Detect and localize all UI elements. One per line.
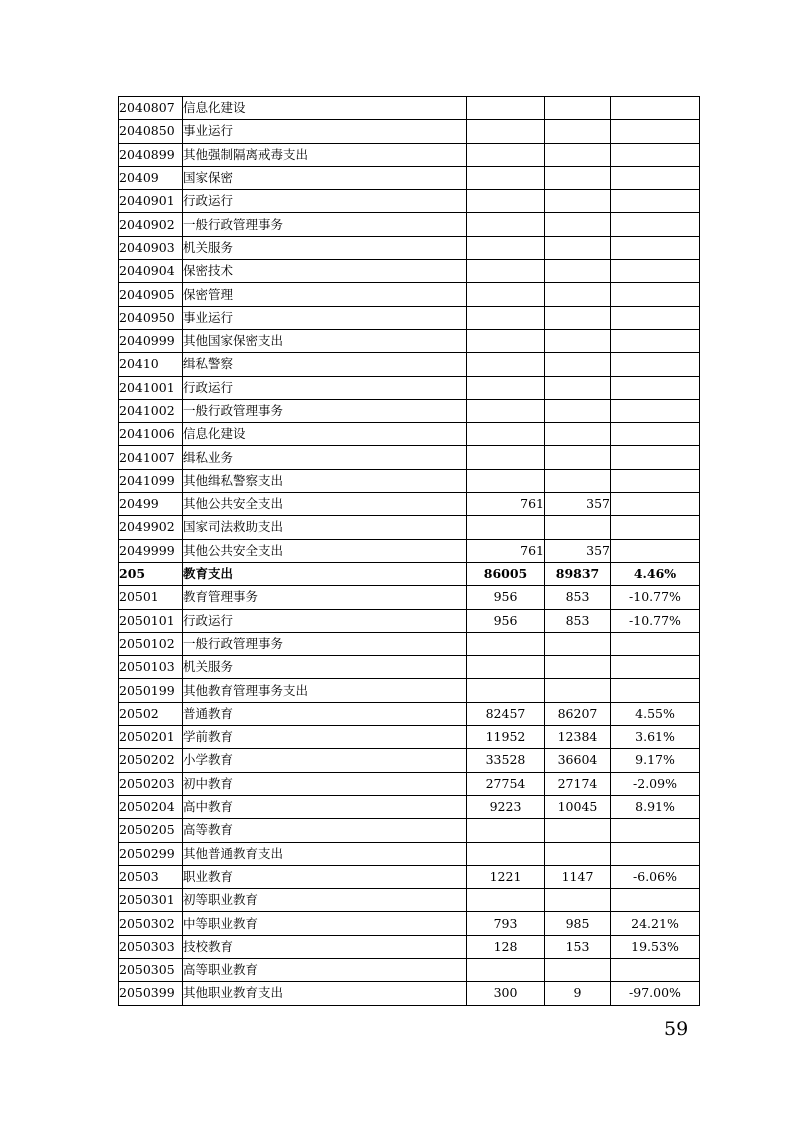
account-name-cell: 缉私警察 bbox=[183, 353, 467, 376]
account-code-cell: 20409 bbox=[119, 166, 183, 189]
account-name-cell: 行政运行 bbox=[183, 609, 467, 632]
prior-year-value-cell: 33528 bbox=[467, 749, 545, 772]
change-percent-cell bbox=[611, 679, 700, 702]
current-year-value-cell bbox=[545, 399, 611, 422]
account-code-cell: 20503 bbox=[119, 865, 183, 888]
current-year-value-cell: 357 bbox=[545, 539, 611, 562]
current-year-value-cell bbox=[545, 632, 611, 655]
prior-year-value-cell: 82457 bbox=[467, 702, 545, 725]
account-code-cell: 2050305 bbox=[119, 958, 183, 981]
table-row bbox=[119, 632, 700, 655]
account-name-cell: 其他缉私警察支出 bbox=[183, 469, 467, 492]
account-code-cell: 2050101 bbox=[119, 609, 183, 632]
prior-year-value-cell bbox=[467, 120, 545, 143]
account-name-cell: 机关服务 bbox=[183, 236, 467, 259]
change-percent-cell bbox=[611, 958, 700, 981]
account-code-cell: 2041099 bbox=[119, 469, 183, 492]
account-code-cell: 2049902 bbox=[119, 516, 183, 539]
table-row bbox=[119, 772, 700, 795]
prior-year-value-cell: 86005 bbox=[467, 562, 545, 585]
current-year-value-cell: 985 bbox=[545, 912, 611, 935]
prior-year-value-cell: 956 bbox=[467, 586, 545, 609]
change-percent-cell bbox=[611, 166, 700, 189]
change-percent-cell: -10.77% bbox=[611, 609, 700, 632]
prior-year-value-cell bbox=[467, 190, 545, 213]
table-row bbox=[119, 865, 700, 888]
account-code-cell: 20501 bbox=[119, 586, 183, 609]
account-name-cell: 高等职业教育 bbox=[183, 958, 467, 981]
account-code-cell: 2040904 bbox=[119, 260, 183, 283]
account-code-cell: 205 bbox=[119, 562, 183, 585]
page-number: 59 bbox=[664, 1018, 689, 1040]
change-percent-cell: -10.77% bbox=[611, 586, 700, 609]
budget-table bbox=[118, 96, 700, 1006]
account-code-cell: 2040999 bbox=[119, 329, 183, 352]
change-percent-cell: 3.61% bbox=[611, 726, 700, 749]
account-code-cell: 2050202 bbox=[119, 749, 183, 772]
prior-year-value-cell bbox=[467, 143, 545, 166]
change-percent-cell bbox=[611, 516, 700, 539]
account-code-cell: 20499 bbox=[119, 493, 183, 516]
current-year-value-cell bbox=[545, 213, 611, 236]
table-row bbox=[119, 143, 700, 166]
prior-year-value-cell bbox=[467, 819, 545, 842]
account-code-cell: 2049999 bbox=[119, 539, 183, 562]
table-row bbox=[119, 842, 700, 865]
table-row bbox=[119, 190, 700, 213]
table-row bbox=[119, 679, 700, 702]
change-percent-cell bbox=[611, 446, 700, 469]
change-percent-cell bbox=[611, 190, 700, 213]
change-percent-cell bbox=[611, 97, 700, 120]
current-year-value-cell: 357 bbox=[545, 493, 611, 516]
current-year-value-cell: 36604 bbox=[545, 749, 611, 772]
change-percent-cell bbox=[611, 632, 700, 655]
account-name-cell: 中等职业教育 bbox=[183, 912, 467, 935]
current-year-value-cell bbox=[545, 376, 611, 399]
account-name-cell: 其他公共安全支出 bbox=[183, 493, 467, 516]
prior-year-value-cell bbox=[467, 260, 545, 283]
current-year-value-cell bbox=[545, 958, 611, 981]
current-year-value-cell: 853 bbox=[545, 586, 611, 609]
prior-year-value-cell bbox=[467, 166, 545, 189]
account-name-cell: 其他公共安全支出 bbox=[183, 539, 467, 562]
table-row bbox=[119, 958, 700, 981]
account-code-cell: 2050399 bbox=[119, 982, 183, 1005]
account-name-cell: 机关服务 bbox=[183, 656, 467, 679]
account-code-cell: 2041007 bbox=[119, 446, 183, 469]
table-row bbox=[119, 656, 700, 679]
current-year-value-cell bbox=[545, 446, 611, 469]
account-name-cell: 信息化建设 bbox=[183, 97, 467, 120]
account-name-cell: 其他强制隔离戒毒支出 bbox=[183, 143, 467, 166]
prior-year-value-cell bbox=[467, 376, 545, 399]
change-percent-cell: 19.53% bbox=[611, 935, 700, 958]
account-code-cell: 2050205 bbox=[119, 819, 183, 842]
account-code-cell: 2050201 bbox=[119, 726, 183, 749]
prior-year-value-cell bbox=[467, 889, 545, 912]
current-year-value-cell bbox=[545, 190, 611, 213]
account-name-cell: 国家保密 bbox=[183, 166, 467, 189]
table-row bbox=[119, 819, 700, 842]
current-year-value-cell bbox=[545, 842, 611, 865]
table-row bbox=[119, 213, 700, 236]
account-name-cell: 行政运行 bbox=[183, 376, 467, 399]
account-name-cell: 事业运行 bbox=[183, 306, 467, 329]
change-percent-cell bbox=[611, 306, 700, 329]
account-code-cell: 2050103 bbox=[119, 656, 183, 679]
account-name-cell: 教育管理事务 bbox=[183, 586, 467, 609]
change-percent-cell bbox=[611, 819, 700, 842]
change-percent-cell bbox=[611, 539, 700, 562]
account-name-cell: 其他教育管理事务支出 bbox=[183, 679, 467, 702]
table-row bbox=[119, 935, 700, 958]
prior-year-value-cell: 956 bbox=[467, 609, 545, 632]
account-name-cell: 学前教育 bbox=[183, 726, 467, 749]
table-row bbox=[119, 283, 700, 306]
account-name-cell: 职业教育 bbox=[183, 865, 467, 888]
account-code-cell: 2040899 bbox=[119, 143, 183, 166]
table-row bbox=[119, 726, 700, 749]
account-code-cell: 2040850 bbox=[119, 120, 183, 143]
current-year-value-cell bbox=[545, 283, 611, 306]
change-percent-cell bbox=[611, 376, 700, 399]
table-row bbox=[119, 329, 700, 352]
current-year-value-cell: 853 bbox=[545, 609, 611, 632]
table-row bbox=[119, 539, 700, 562]
current-year-value-cell bbox=[545, 423, 611, 446]
prior-year-value-cell: 27754 bbox=[467, 772, 545, 795]
change-percent-cell bbox=[611, 353, 700, 376]
current-year-value-cell: 89837 bbox=[545, 562, 611, 585]
prior-year-value-cell: 9223 bbox=[467, 795, 545, 818]
account-name-cell: 行政运行 bbox=[183, 190, 467, 213]
change-percent-cell bbox=[611, 213, 700, 236]
change-percent-cell bbox=[611, 260, 700, 283]
change-percent-cell: -2.09% bbox=[611, 772, 700, 795]
prior-year-value-cell bbox=[467, 97, 545, 120]
table-row bbox=[119, 749, 700, 772]
table-row bbox=[119, 120, 700, 143]
current-year-value-cell bbox=[545, 679, 611, 702]
prior-year-value-cell: 793 bbox=[467, 912, 545, 935]
table-row bbox=[119, 423, 700, 446]
account-name-cell: 高等教育 bbox=[183, 819, 467, 842]
account-code-cell: 2041006 bbox=[119, 423, 183, 446]
change-percent-cell: 8.91% bbox=[611, 795, 700, 818]
current-year-value-cell bbox=[545, 97, 611, 120]
account-name-cell: 高中教育 bbox=[183, 795, 467, 818]
table-row bbox=[119, 399, 700, 422]
account-name-cell: 事业运行 bbox=[183, 120, 467, 143]
prior-year-value-cell bbox=[467, 656, 545, 679]
change-percent-cell: -97.00% bbox=[611, 982, 700, 1005]
account-name-cell: 国家司法救助支出 bbox=[183, 516, 467, 539]
account-name-cell: 普通教育 bbox=[183, 702, 467, 725]
account-code-cell: 2040807 bbox=[119, 97, 183, 120]
prior-year-value-cell: 300 bbox=[467, 982, 545, 1005]
current-year-value-cell: 9 bbox=[545, 982, 611, 1005]
prior-year-value-cell bbox=[467, 329, 545, 352]
change-percent-cell: 9.17% bbox=[611, 749, 700, 772]
account-name-cell: 其他职业教育支出 bbox=[183, 982, 467, 1005]
account-name-cell: 初中教育 bbox=[183, 772, 467, 795]
prior-year-value-cell bbox=[467, 679, 545, 702]
account-code-cell: 2050102 bbox=[119, 632, 183, 655]
account-code-cell: 20410 bbox=[119, 353, 183, 376]
change-percent-cell bbox=[611, 283, 700, 306]
current-year-value-cell bbox=[545, 656, 611, 679]
table-row bbox=[119, 586, 700, 609]
table-row bbox=[119, 493, 700, 516]
table-row bbox=[119, 236, 700, 259]
change-percent-cell: -6.06% bbox=[611, 865, 700, 888]
current-year-value-cell bbox=[545, 819, 611, 842]
prior-year-value-cell bbox=[467, 446, 545, 469]
current-year-value-cell: 1147 bbox=[545, 865, 611, 888]
account-code-cell: 2050302 bbox=[119, 912, 183, 935]
current-year-value-cell: 10045 bbox=[545, 795, 611, 818]
account-name-cell: 缉私业务 bbox=[183, 446, 467, 469]
prior-year-value-cell: 1221 bbox=[467, 865, 545, 888]
account-name-cell: 其他普通教育支出 bbox=[183, 842, 467, 865]
account-code-cell: 2050303 bbox=[119, 935, 183, 958]
prior-year-value-cell: 11952 bbox=[467, 726, 545, 749]
change-percent-cell bbox=[611, 236, 700, 259]
change-percent-cell bbox=[611, 329, 700, 352]
prior-year-value-cell bbox=[467, 842, 545, 865]
current-year-value-cell bbox=[545, 329, 611, 352]
prior-year-value-cell bbox=[467, 469, 545, 492]
account-code-cell: 2050299 bbox=[119, 842, 183, 865]
prior-year-value-cell bbox=[467, 213, 545, 236]
change-percent-cell bbox=[611, 656, 700, 679]
account-name-cell: 其他国家保密支出 bbox=[183, 329, 467, 352]
table-row bbox=[119, 795, 700, 818]
account-code-cell: 2040905 bbox=[119, 283, 183, 306]
change-percent-cell: 4.46% bbox=[611, 562, 700, 585]
account-code-cell: 2040902 bbox=[119, 213, 183, 236]
prior-year-value-cell bbox=[467, 283, 545, 306]
table-row bbox=[119, 97, 700, 120]
current-year-value-cell bbox=[545, 889, 611, 912]
table-row bbox=[119, 353, 700, 376]
account-code-cell: 2040950 bbox=[119, 306, 183, 329]
change-percent-cell bbox=[611, 399, 700, 422]
current-year-value-cell bbox=[545, 166, 611, 189]
account-code-cell: 2040903 bbox=[119, 236, 183, 259]
table-row bbox=[119, 469, 700, 492]
account-name-cell: 初等职业教育 bbox=[183, 889, 467, 912]
prior-year-value-cell bbox=[467, 399, 545, 422]
prior-year-value-cell bbox=[467, 423, 545, 446]
prior-year-value-cell bbox=[467, 236, 545, 259]
change-percent-cell bbox=[611, 889, 700, 912]
table-row bbox=[119, 982, 700, 1005]
table-row bbox=[119, 609, 700, 632]
table-row bbox=[119, 889, 700, 912]
change-percent-cell bbox=[611, 120, 700, 143]
budget-table-body bbox=[119, 97, 700, 1006]
change-percent-cell bbox=[611, 423, 700, 446]
prior-year-value-cell bbox=[467, 632, 545, 655]
account-code-cell: 2041002 bbox=[119, 399, 183, 422]
change-percent-cell: 24.21% bbox=[611, 912, 700, 935]
account-code-cell: 2041001 bbox=[119, 376, 183, 399]
change-percent-cell bbox=[611, 493, 700, 516]
change-percent-cell bbox=[611, 842, 700, 865]
change-percent-cell bbox=[611, 143, 700, 166]
account-name-cell: 一般行政管理事务 bbox=[183, 213, 467, 236]
current-year-value-cell bbox=[545, 516, 611, 539]
account-name-cell: 小学教育 bbox=[183, 749, 467, 772]
current-year-value-cell: 86207 bbox=[545, 702, 611, 725]
prior-year-value-cell: 761 bbox=[467, 539, 545, 562]
table-row bbox=[119, 516, 700, 539]
current-year-value-cell bbox=[545, 353, 611, 376]
prior-year-value-cell bbox=[467, 516, 545, 539]
table-row bbox=[119, 260, 700, 283]
account-code-cell: 2050199 bbox=[119, 679, 183, 702]
table-row bbox=[119, 376, 700, 399]
prior-year-value-cell bbox=[467, 353, 545, 376]
account-code-cell: 2050301 bbox=[119, 889, 183, 912]
current-year-value-cell bbox=[545, 236, 611, 259]
account-name-cell: 技校教育 bbox=[183, 935, 467, 958]
current-year-value-cell: 27174 bbox=[545, 772, 611, 795]
current-year-value-cell bbox=[545, 143, 611, 166]
prior-year-value-cell: 761 bbox=[467, 493, 545, 516]
account-code-cell: 2050203 bbox=[119, 772, 183, 795]
account-name-cell: 保密技术 bbox=[183, 260, 467, 283]
current-year-value-cell bbox=[545, 469, 611, 492]
account-code-cell: 2040901 bbox=[119, 190, 183, 213]
account-name-cell: 教育支出 bbox=[183, 562, 467, 585]
current-year-value-cell: 12384 bbox=[545, 726, 611, 749]
table-row bbox=[119, 446, 700, 469]
account-name-cell: 一般行政管理事务 bbox=[183, 632, 467, 655]
prior-year-value-cell: 128 bbox=[467, 935, 545, 958]
current-year-value-cell bbox=[545, 306, 611, 329]
prior-year-value-cell bbox=[467, 958, 545, 981]
account-name-cell: 保密管理 bbox=[183, 283, 467, 306]
current-year-value-cell: 153 bbox=[545, 935, 611, 958]
table-row bbox=[119, 306, 700, 329]
table-row bbox=[119, 562, 700, 585]
table-row bbox=[119, 702, 700, 725]
account-code-cell: 2050204 bbox=[119, 795, 183, 818]
account-name-cell: 信息化建设 bbox=[183, 423, 467, 446]
account-code-cell: 20502 bbox=[119, 702, 183, 725]
change-percent-cell bbox=[611, 469, 700, 492]
current-year-value-cell bbox=[545, 260, 611, 283]
table-row bbox=[119, 166, 700, 189]
change-percent-cell: 4.55% bbox=[611, 702, 700, 725]
table-row bbox=[119, 912, 700, 935]
prior-year-value-cell bbox=[467, 306, 545, 329]
account-name-cell: 一般行政管理事务 bbox=[183, 399, 467, 422]
current-year-value-cell bbox=[545, 120, 611, 143]
